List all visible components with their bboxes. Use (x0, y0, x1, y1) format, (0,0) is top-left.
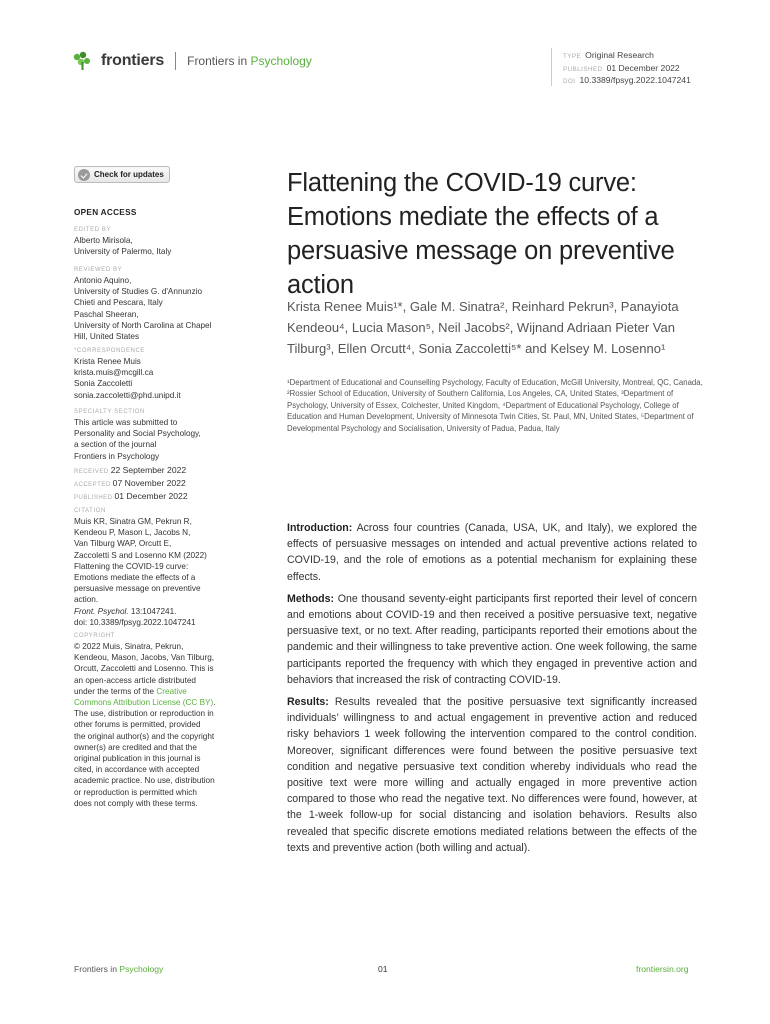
received-date: 22 September 2022 (110, 465, 187, 475)
abstract-introduction: Introduction: Across four countries (Canada, USA, UK, and Italy), we explored the effects of persuasive messages on intended and actual preventive actions related to COVID-19, and the role of emotions as a potential mechanism for explaining these effects. (287, 522, 697, 583)
article-title: Flattening the COVID-19 curve: Emotions mediate the effects of a persuasive message on preventive action (287, 169, 675, 299)
abstract (287, 520, 697, 862)
brand-name: frontiers (101, 52, 165, 69)
correspondence-section: *CORRESPONDENCE Krista Renee Muis krista.muis@mcgill.ca Sonia Zaccoletti sonia.zaccoletti@phd.unipd.it (74, 348, 181, 400)
abstract-results: Results: Results revealed that the positive persuasive text significantly increased individuals’ willingness to and actual engagement in preventive action and reduced risky behaviors 1 week following the intervention compared to the control condition. Moreover, significant differences were found between the positive persuasive text condition and negative persuasive text condition whereby individuals who read the positive text were more willing and actually engaged in more preventive action compared to those who read the negative text. No differences were found, however, at the 1-week follow-up for social distancing and isolation behaviors. Results also revealed that specific discrete emotions mediated relations between the effects of the texts and preventive action (both willing and actual). (287, 696, 697, 854)
abstract-methods: Methods: One thousand seventy-eight participants first reported their level of concern and emotions about COVID-19 and then received a positive persuasive text, negative persuasive text, or no text. After reading, participants reported their emotions about the pandemic and their willingness to take preventive action. One week following, the same participants reported the frequency with which they engaged in preventive action and behaviors that increased the risk of contracting COVID-19. (287, 592, 697, 686)
history-dates: RECEIVED 22 September 2022 ACCEPTED 07 November 2022 PUBLISHED 01 December 2022 (74, 465, 188, 501)
article-type: Original Research (585, 50, 654, 60)
citation-doi: doi: 10.3389/fpsyg.2022.1047241 (74, 617, 196, 627)
reviewed-by-section: REVIEWED BY Antonio Aquino, University of Studies G. d'Annunzio Chieti and Pescara, Italy Paschal Sheeran, University of North Carolina at Chapel Hill, United States (74, 267, 212, 342)
footer-journal: Frontiers in Psychology (74, 964, 164, 974)
cc-by-license-link[interactable]: Creative Commons Attribution License (CC BY) (74, 686, 214, 708)
page-number: 01 (378, 964, 388, 974)
footer-site-link[interactable]: frontiersin.org (636, 964, 689, 974)
frontiers-logo[interactable] (72, 50, 312, 72)
affiliations: ¹Department of Educational and Counselling Psychology, Faculty of Education, McGill University, Montreal, QC, Canada, ²Rossier School of Education, University of Southern California, Los Angeles, CA, United States, ³Department of Psychology, University of Essex, Colchester, United Kingdom, ⁴Department of Educational Psychology, College of Education and Human Development, University of Minnesota Twin Cities, St. Paul, MN, United States, ⁵Department of Developmental Psychology and Socialisation, University of Padua, Padua, Italy (287, 378, 703, 433)
frontiers-leaf-icon (72, 51, 94, 71)
logo-divider (175, 52, 176, 70)
accepted-date: 07 November 2022 (112, 478, 186, 488)
published-date: 01 December 2022 (606, 62, 680, 73)
open-access-label: OPEN ACCESS (74, 208, 137, 217)
journal-name: Frontiers in Psychology (187, 54, 312, 68)
copyright-section: COPYRIGHT © 2022 Muis, Sinatra, Pekrun, Kendeou, Mason, Jacobs, Van Tilburg, Orcutt, Zaccoletti and Losenno. This is an open-access article distributed under the terms of the Creative Commons Attribution License (CC BY). The use, distribution or reproduction in other forums is permitted, provided the original author(s) and the copyright owner(s) are credited and that the original publication in this journal is cited, in accordance with accepted academic practice. No use, distribution or reproduction is permitted which does not comply with these terms. (74, 633, 216, 808)
author-list: Krista Renee Muis¹*, Gale M. Sinatra², Reinhard Pekrun³, Panayiota Kendeou⁴, Lucia Mason⁵, Neil Jacobs², Wijnand Adriaan Pieter Van Tilburg³, Ellen Orcutt⁴, Sonia Zaccoletti⁵* and Kelsey M. Losenno¹ (287, 299, 679, 356)
check-updates-label: Check for updates (94, 170, 164, 179)
article-meta: TYPE Original Research PUBLISHED 01 December 2022 DOI 10.3389/fpsyg.2022.1047241 (563, 50, 691, 86)
checkmark-icon (78, 169, 90, 181)
meta-divider (551, 48, 552, 86)
sidebar-published-date: 01 December 2022 (114, 491, 188, 501)
doi-link[interactable]: 10.3389/fpsyg.2022.1047241 (579, 75, 691, 86)
specialty-section: SPECIALTY SECTION This article was submitted to Personality and Social Psychology, a section of the journal Frontiers in Psychology (74, 409, 201, 461)
check-for-updates-button[interactable] (74, 166, 170, 183)
citation-journal: Front. Psychol. (74, 606, 129, 616)
edited-by-section: EDITED BY Alberto Mirisola, University of Palermo, Italy (74, 227, 172, 257)
citation-section: CITATION Muis KR, Sinatra GM, Pekrun R, Kendeou P, Mason L, Jacobs N, Van Tilburg WAP, Orcutt E, Zaccoletti S and Losenno KM (2022) Flattening the COVID-19 curve: Emotions mediate the effects of a persuasive message on preventive action. Front. Psychol. 13:1047241. doi: 10.3389/fpsyg.2022.1047241 (74, 507, 244, 628)
